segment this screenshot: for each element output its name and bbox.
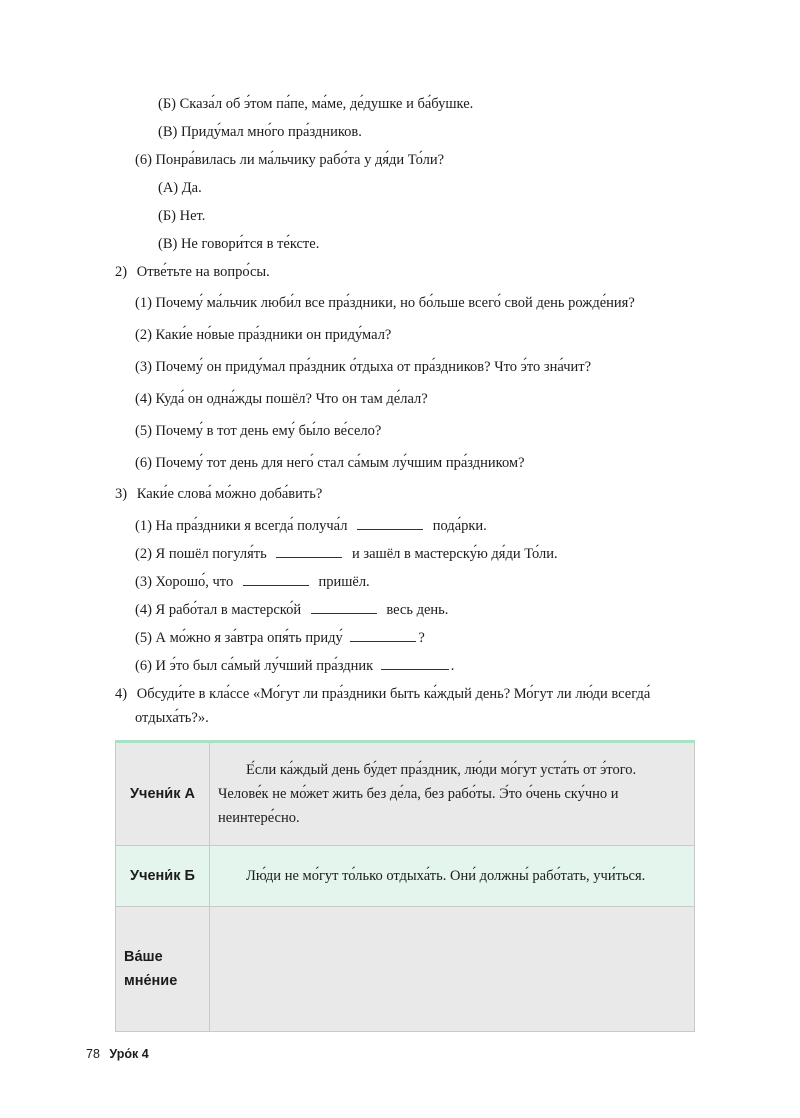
answer-blank <box>357 517 423 530</box>
fill-in-item <box>135 517 487 535</box>
item-text-after: весь день. <box>386 602 449 618</box>
opinion-row <box>116 907 695 1032</box>
section2-question: (4) Куда́ он одна́жды пошёл? Что он там де́лал? <box>135 391 428 407</box>
fill-in-item <box>135 629 425 647</box>
q5-option-c: (В) Приду́мал мно́го пра́здников. <box>158 124 362 140</box>
section2-question: (5) Почему́ в тот день ему́ бы́ло ве́село? <box>135 423 382 439</box>
section4-number: 4) <box>115 686 128 702</box>
section2-title: Отве́тьте на вопро́сы. <box>136 264 270 280</box>
fill-in-item <box>135 545 558 563</box>
answer-blank <box>243 573 309 586</box>
speaker-label: Учени́к А <box>116 742 210 846</box>
speaker-text: Лю́ди не мо́гут то́лько отдыха́ть. Они́ должны́ рабо́тать, учи́ться. <box>210 846 695 907</box>
section2-question: (2) Каки́е но́вые пра́здники он приду́мал? <box>135 327 392 343</box>
item-text-before: (5) А мо́жно я за́втра опя́ть приду́ <box>135 630 343 646</box>
section4-line1: Обсуди́те в кла́ссе «Мо́гут ли пра́здники быть ка́ждый день? Мо́гут ли лю́ди всегда́ <box>136 686 651 702</box>
answer-blank <box>350 629 416 642</box>
section3-number: 3) <box>115 486 128 502</box>
answer-blank <box>311 601 377 614</box>
item-text-after: ? <box>418 630 425 646</box>
speaker-text: Е́сли ка́ждый день бу́дет пра́здник, лю́ди мо́гут уста́ть от э́того. Челове́к не мо́жет жить без де́ла, без рабо́ты. Э́то о́чень ску́чно и неинтере́сно. <box>210 742 695 846</box>
page-footer <box>86 1047 149 1061</box>
answer-blank <box>276 545 342 558</box>
item-text-before: (4) Я рабо́тал в мастерско́й <box>135 602 302 618</box>
dialogue-table <box>115 740 695 1032</box>
section3-heading <box>115 485 322 503</box>
item-text-before: (6) И э́то был са́мый лу́чший пра́здник <box>135 658 374 674</box>
section2-question: (6) Почему́ тот день для него́ стал са́мым лу́чшим пра́здником? <box>135 455 525 471</box>
item-text-after: пода́рки. <box>432 518 487 534</box>
dialogue-row <box>116 742 695 846</box>
dialogue-row <box>116 846 695 907</box>
section3-title: Каки́е слова́ мо́жно доба́вить? <box>136 486 323 502</box>
item-text-before: (1) На пра́здники я всегда́ получа́л <box>135 518 348 534</box>
fill-in-item <box>135 601 448 619</box>
lesson-label: Уро́к 4 <box>109 1047 149 1061</box>
section4-line2: отдыха́ть?». <box>135 710 209 726</box>
answer-blank <box>381 657 449 670</box>
q6-question: (6) Понра́вилась ли ма́льчику рабо́та у дя́ди То́ли? <box>135 152 445 168</box>
opinion-label <box>116 907 210 1032</box>
q6-option-b: (Б) Нет. <box>158 208 206 224</box>
section4-heading <box>115 685 650 703</box>
fill-in-item <box>135 573 370 591</box>
opinion-label-line1: Ва́ше <box>124 949 163 965</box>
item-text-before: (2) Я пошёл погуля́ть <box>135 546 267 562</box>
fill-in-item <box>135 657 454 675</box>
page-number: 78 <box>86 1047 100 1061</box>
speaker-label: Учени́к Б <box>116 846 210 907</box>
opinion-label-line2: мне́ние <box>124 973 178 989</box>
q6-option-c: (В) Не говори́тся в те́ксте. <box>158 236 320 252</box>
q5-option-b: (Б) Сказа́л об э́том па́пе, ма́ме, де́душке и ба́бушке. <box>158 96 474 112</box>
item-text-after: и зашёл в мастерску́ю дя́ди То́ли. <box>351 546 558 562</box>
section2-number: 2) <box>115 264 128 280</box>
opinion-answer-area[interactable] <box>210 907 695 1032</box>
item-text-after: . <box>450 658 455 674</box>
item-text-after: пришёл. <box>318 574 370 590</box>
section2-question: (3) Почему́ он приду́мал пра́здник о́тдыха от пра́здников? Что э́то зна́чит? <box>135 359 592 375</box>
section2-question: (1) Почему́ ма́льчик люби́л все пра́здники, но бо́льше всего́ свой день рожде́ния? <box>135 295 635 311</box>
item-text-before: (3) Хорошо́, что <box>135 574 234 590</box>
section2-heading <box>115 263 270 281</box>
q6-option-a: (А) Да. <box>158 180 202 196</box>
